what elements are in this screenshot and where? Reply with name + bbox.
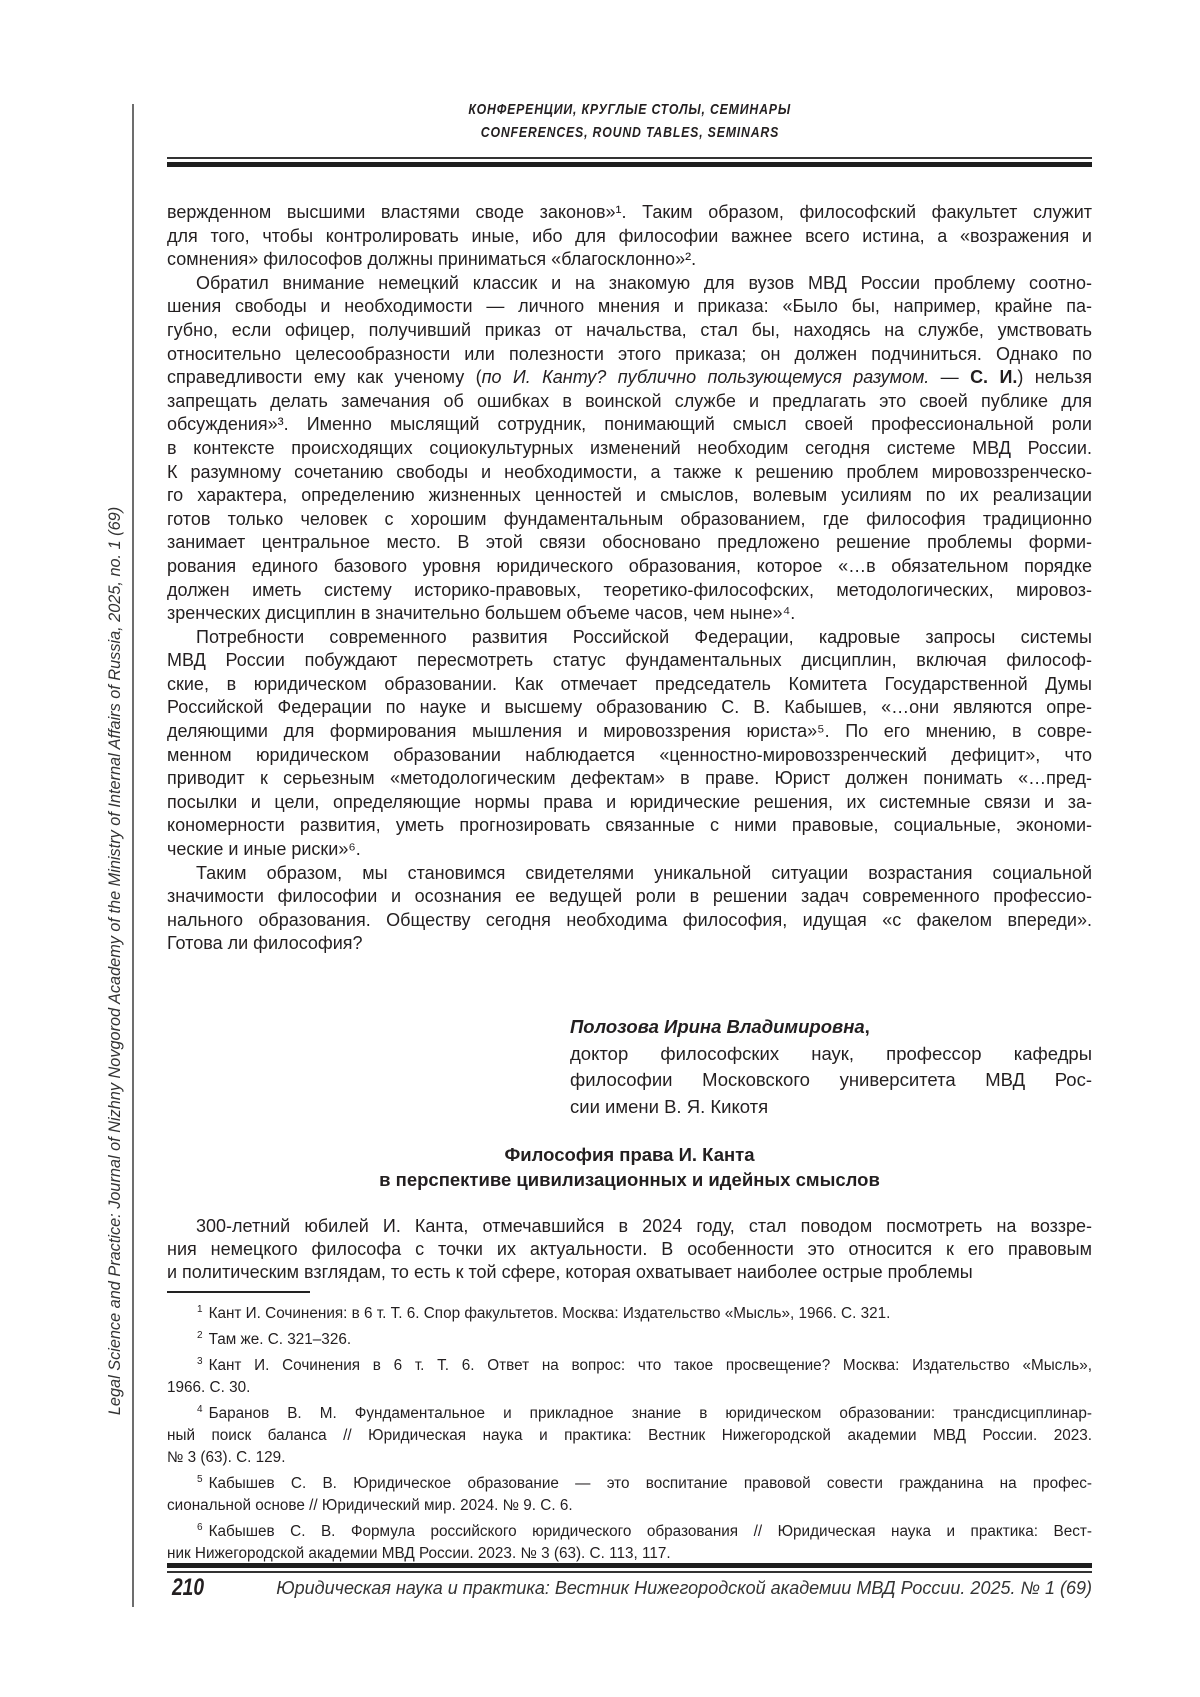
text-line: ния немецкого философа с точки их актуальности. В особенности это относится к его правовым <box>167 1239 1092 1260</box>
second-article-body-text <box>167 1215 1092 1285</box>
text-line: губно, если офицер, получивший приказ от начальства, стал бы, находясь на службе, умствовать <box>167 319 1092 340</box>
text-line: сомнения» философов должны приниматься «благосклонно»². <box>167 249 697 270</box>
article-body-text <box>167 201 1092 956</box>
footnote-number: 6 <box>197 1522 203 1533</box>
text-line: нального образования. Обществу сегодня необходима философия, идущая «с факелом впереди». <box>167 909 1092 930</box>
footnote-line <box>167 1517 1092 1543</box>
footnote-number: 2 <box>197 1330 203 1341</box>
text-line: приводит к серьезным «методологическим дефектам» в праве. Юрист должен понимать «…пред- <box>167 768 1092 789</box>
footnote-line <box>167 1469 1092 1495</box>
author-name-line <box>570 1014 1092 1041</box>
footnote-number: 1 <box>197 1304 203 1315</box>
text-line: ские, в юридическом образовании. Как отмечает председатель Комитета Государственной Думы <box>167 673 1092 694</box>
text-line: должен иметь систему историко-правовых, теоретико-философских, методологических, мировоз- <box>167 579 1092 600</box>
footnote-text: Кабышев С. В. Формула российского юридического образования // Юридическая наука и практика: Вест- <box>208 1523 1092 1540</box>
running-header-ru-text: КОНФЕРЕНЦИИ, КРУГЛЫЕ СТОЛЫ, СЕМИНАРЫ <box>468 101 791 118</box>
footnote-number: 3 <box>197 1356 203 1367</box>
running-header-en-text: CONFERENCES, ROUND TABLES, SEMINARS <box>480 124 779 141</box>
footnote-number: 5 <box>197 1474 203 1485</box>
text-line: Готова ли философия? <box>167 933 363 954</box>
footnote-line <box>167 1495 1092 1517</box>
side-journal-caption: Legal Science and Practice: Journal of Nizhny Novgorod Academy of the Ministry of Internal Affairs of Russia, 2025, no. 1 (69) <box>106 506 124 1416</box>
footnote-line <box>167 1377 1092 1399</box>
footnote-line <box>167 1351 1092 1377</box>
footer-rule-thin <box>167 1571 1092 1573</box>
author-name-suffix: , <box>864 1016 870 1037</box>
author-affiliation-line: сии имени В. Я. Кикотя <box>570 1095 769 1117</box>
text-segment: ) нельзя <box>1017 367 1092 388</box>
text-line <box>167 366 1092 390</box>
footnote-line <box>167 1399 1092 1425</box>
text-line: Российской Федерации по науке и высшему образованию С. В. Кабышев, «…они являются опре- <box>167 697 1092 718</box>
footnote-line <box>167 1543 1092 1565</box>
text-line: рования единого базового уровня юридического образования, которое «…в обязательном порядке <box>167 555 1092 576</box>
footnote-text: ник Нижегородской академии МВД России. 2023. № 3 (63). С. 113, 117. <box>167 1545 671 1562</box>
text-line: для того, чтобы контролировать иные, ибо для философии важнее всего истина, а «возражения и <box>167 225 1092 246</box>
footnotes <box>167 1299 1092 1565</box>
text-line: Потребности современного развития Российской Федерации, кадровые запросы системы <box>196 626 1092 647</box>
footnote-line <box>167 1299 1092 1325</box>
running-header-en <box>167 124 1092 141</box>
text-line: шения свободы и необходимости — личного мнения и приказа: «Было бы, например, крайне па- <box>167 296 1092 317</box>
footer-rule-thick <box>167 1563 1092 1568</box>
running-header-ru <box>167 101 1092 118</box>
footnote-text: сиональной основе // Юридический мир. 2024. № 9. С. 6. <box>167 1497 573 1514</box>
footnote-text: Баранов В. М. Фундаментальное и прикладное знание в юридическом образовании: трансдисциплинар- <box>208 1405 1092 1422</box>
article-title <box>167 1142 1092 1192</box>
text-line: кономерности развития, уметь прогнозировать связанные с ними правовые, социальные, экономи- <box>167 815 1092 836</box>
text-line: вержденном высшими властями своде законов»¹. Таким образом, философский факультет служит <box>167 202 1092 222</box>
text-segment: справедливости ему как ученому ( <box>167 367 482 388</box>
author-name: Полозова Ирина Владимировна <box>570 1016 865 1037</box>
margin-vertical-rule <box>132 104 134 1607</box>
author-block <box>570 1014 1092 1120</box>
footnote-line <box>167 1425 1092 1447</box>
footnote-line <box>167 1325 1092 1351</box>
text-line: ческие и иные риски»⁶. <box>167 839 361 860</box>
text-line: Таким образом, мы становимся свидетелями уникальной ситуации возрастания социальной <box>196 862 1092 883</box>
footnote-line <box>167 1447 1092 1469</box>
footnote-text: ный поиск баланса // Юридическая наука и практика: Вестник Нижегородской академии МВД России. 2023. <box>167 1427 1092 1444</box>
footnote-separator <box>167 1291 310 1293</box>
page-number: 210 <box>172 1574 205 1601</box>
footer-journal-title: Юридическая наука и практика: Вестник Нижегородской академии МВД России. 2025. № 1 (69) <box>276 1578 1092 1598</box>
text-line: Обратил внимание немецкий классик и на знакомую для вузов МВД России проблему соотно- <box>196 272 1092 293</box>
text-line: посылки и цели, определяющие нормы права и юридические решения, их системные связи и за- <box>167 791 1092 812</box>
text-line: деляющими для формирования мышления и мировоззрения юриста»⁵. По его мнению, в совре- <box>167 721 1092 742</box>
footnote-text: Кант И. Сочинения в 6 т. Т. 6. Ответ на вопрос: что такое просвещение? Москва: Издательство «Мысль», <box>208 1357 1092 1374</box>
author-affiliation-line: доктор философских наук, профессор кафедры <box>570 1042 1092 1064</box>
bold-text-segment: С. И. <box>970 367 1018 388</box>
text-line: запрещать делать замечания об ошибках в воинской службе и предлагать это своей публике для <box>167 390 1092 411</box>
footnote-text: 1966. С. 30. <box>167 1379 251 1396</box>
text-line: значимости философии и осознания ее ведущей роли в решении задач современного профессио- <box>167 886 1092 907</box>
text-line: МВД России побуждают пересмотреть статус фундаментальных дисциплин, включая философ- <box>167 650 1092 671</box>
header-rule-thin <box>167 157 1092 159</box>
italic-text-segment: по И. Канту? публично пользующемуся разумом. <box>481 367 930 388</box>
text-line: го характера, определению жизненных ценностей и смыслов, волевым усилиям по их реализации <box>167 485 1092 506</box>
footnote-text: Там же. С. 321–326. <box>208 1331 352 1348</box>
text-line: в контексте происходящих социокультурных изменений необходим сегодня системе МВД России. <box>167 437 1092 458</box>
footnote-text: Кант И. Сочинения: в 6 т. Т. 6. Спор факультетов. Москва: Издательство «Мысль», 1966. С. 321. <box>208 1305 891 1322</box>
footnote-number: 4 <box>197 1404 203 1415</box>
footnote-text: Кабышев С. В. Юридическое образование — это воспитание правовой совести гражданина на профес- <box>208 1475 1092 1492</box>
text-segment: — <box>929 367 971 388</box>
text-line: относительно целесообразности или полезности этого приказа; он должен подчиниться. Однако по <box>167 343 1092 364</box>
header-rule-thick <box>167 162 1092 167</box>
article-title-line: Философия права И. Канта <box>504 1144 755 1165</box>
text-line: менном юридическом образовании наблюдается «ценностно-мировоззренческий дефицит», что <box>167 744 1092 765</box>
text-line: готов только человек с хорошим фундаментальным образованием, где философия традиционно <box>167 508 1092 529</box>
text-line: зренческих дисциплин в значительно большем объеме часов, чем ныне»⁴. <box>167 603 796 624</box>
author-affiliation-line: философии Московского университета МВД Рос- <box>570 1069 1092 1091</box>
text-line: К разумному сочетанию свободы и необходимости, а также к решению проблем мировоззренческо- <box>167 461 1092 482</box>
text-line: занимает центральное место. В этой связи обосновано предложено решение проблемы форми- <box>167 532 1092 553</box>
text-line: и политическим взглядам, то есть к той сфере, которая охватывает наиболее острые проблемы <box>167 1262 973 1283</box>
text-line: 300-летний юбилей И. Канта, отмечавшийся в 2024 году, стал поводом посмотреть на воззре- <box>196 1216 1092 1236</box>
text-line: обсуждения»³. Именно мыслящий сотрудник, понимающий смысл своей профессиональной роли <box>167 414 1092 435</box>
footnote-text: № 3 (63). С. 129. <box>167 1449 286 1466</box>
article-title-line: в перспективе цивилизационных и идейных смыслов <box>379 1169 880 1190</box>
